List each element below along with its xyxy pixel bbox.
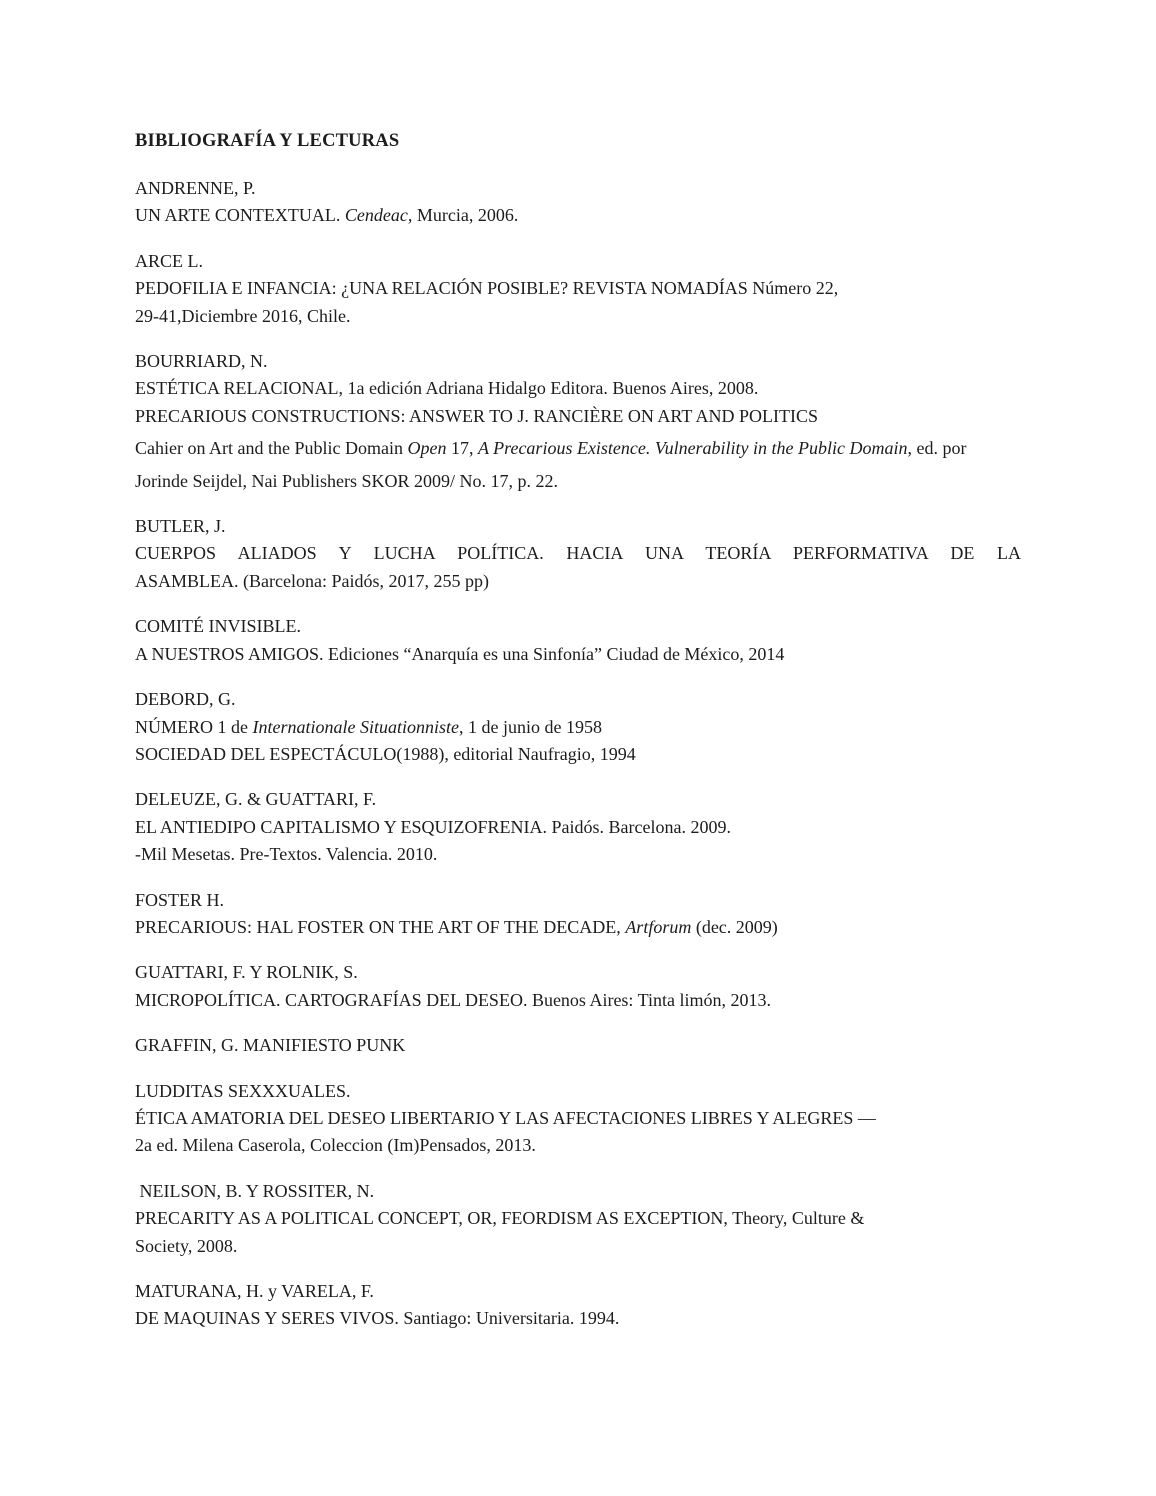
citation-line — [135, 1178, 1021, 1205]
citation-line — [135, 1078, 1021, 1105]
citation-line — [135, 303, 1021, 330]
citation-text: DE MAQUINAS Y SERES VIVOS. Santiago: Universitaria. 1994. — [135, 1308, 620, 1329]
bibliography-entry — [135, 348, 1021, 495]
bibliography-entry — [135, 959, 1021, 1014]
citation-line — [135, 202, 1021, 229]
citation-text: SOCIEDAD DEL ESPECTÁCULO(1988), editorial Naufragio, 1994 — [135, 743, 636, 764]
citation-line — [135, 275, 1021, 302]
bibliography-entry — [135, 686, 1021, 768]
citation-line — [135, 841, 1021, 868]
citation-line — [135, 568, 1021, 595]
citation-text: GRAFFIN, G. MANIFIESTO PUNK — [135, 1035, 406, 1056]
citation-text: DEBORD, G. — [135, 689, 236, 710]
citation-text: ÉTICA AMATORIA DEL DESEO LIBERTARIO Y LAS AFECTACIONES LIBRES Y ALEGRES — — [135, 1107, 876, 1128]
citation-text-italic: A Precarious Existence. Vulnerability in the Public Domain — [477, 438, 908, 459]
citation-text-italic: Cendeac, — [344, 205, 413, 226]
citation-text: EL ANTIEDIPO CAPITALISMO Y ESQUIZOFRENIA. Paidós. Barcelona. 2009. — [135, 816, 732, 837]
citation-text: Cahier on Art and the Public Domain — [135, 438, 408, 459]
citation-text: UN ARTE CONTEXTUAL. — [135, 205, 345, 226]
citation-text: PRECARIOUS CONSTRUCTIONS: ANSWER TO J. RANCIÈRE ON ART AND POLITICS — [135, 405, 819, 426]
citation-line — [135, 613, 1021, 640]
citation-text: BUTLER, J. — [135, 516, 226, 537]
citation-text: 29-41,Diciembre 2016, Chile. — [135, 305, 351, 326]
bibliography-entry — [135, 513, 1021, 595]
citation-line — [135, 786, 1021, 813]
citation-text: ESTÉTICA RELACIONAL, 1a edición Adriana Hidalgo Editora. Buenos Aires, 2008. — [135, 378, 759, 399]
citation-text: NEILSON, B. Y ROSSITER, N. — [135, 1180, 375, 1201]
citation-line — [135, 1205, 1021, 1232]
citation-text: ARCE L. — [135, 250, 204, 271]
citation-text: COMITÉ INVISIBLE. — [135, 616, 301, 637]
citation-text: NÚMERO 1 de — [135, 716, 253, 737]
citation-text: PRECARITY AS A POLITICAL CONCEPT, OR, FEORDISM AS EXCEPTION, Theory, Culture & — [135, 1208, 865, 1229]
citation-line — [135, 1278, 1021, 1305]
citation-text: CUERPOS ALIADOS Y LUCHA POLÍTICA. HACIA UNA TEORÍA PERFORMATIVA DE LA — [135, 543, 1021, 564]
citation-text-italic: Internationale Situationniste — [252, 716, 459, 737]
bibliography-entry — [135, 1278, 1021, 1333]
page-content — [135, 127, 1021, 1333]
page-title: BIBLIOGRAFÍA Y LECTURAS — [135, 131, 400, 151]
citation-text: Society, 2008. — [135, 1235, 238, 1256]
citation-line — [135, 641, 1021, 668]
citation-line — [135, 1233, 1021, 1260]
citation-line — [135, 959, 1021, 986]
citation-text: -Mil Mesetas. Pre-Textos. Valencia. 2010. — [135, 844, 438, 865]
citation-line — [135, 513, 1021, 540]
citation-line — [135, 540, 1021, 567]
citation-text: MATURANA, H. y VARELA, F. — [135, 1281, 374, 1301]
citation-text-italic: Open — [407, 438, 447, 459]
bibliography-entry — [135, 613, 1021, 668]
bibliography-entry — [135, 1032, 1021, 1059]
citation-line — [135, 814, 1021, 841]
citation-text: PRECARIOUS: HAL FOSTER ON THE ART OF THE DECADE, — [135, 916, 626, 937]
citation-line — [135, 175, 1021, 202]
citation-line — [135, 375, 1021, 402]
citation-line — [135, 435, 1021, 462]
citation-line — [135, 468, 1021, 495]
citation-line — [135, 914, 1021, 941]
citation-text: GUATTARI, F. Y ROLNIK, S. — [135, 962, 358, 983]
citation-line — [135, 1305, 1021, 1332]
citation-line — [135, 1105, 1021, 1132]
bibliography-entry — [135, 887, 1021, 942]
citation-text-italic: Artforum — [625, 916, 692, 937]
citation-text: ASAMBLEA. (Barcelona: Paidós, 2017, 255 pp) — [135, 570, 489, 591]
bibliography-entry — [135, 1078, 1021, 1160]
citation-text: , ed. por — [907, 438, 967, 459]
citation-line — [135, 1132, 1021, 1159]
bibliography-entry — [135, 786, 1021, 868]
citation-line — [135, 248, 1021, 275]
citation-text: Murcia, 2006. — [412, 205, 519, 226]
citation-text: PEDOFILIA E INFANCIA: ¿UNA RELACIÓN POSIBLE? REVISTA NOMADÍAS Número 22, — [135, 278, 839, 299]
citation-line — [135, 348, 1021, 375]
citation-text: 17, — [446, 438, 478, 459]
citation-text: A NUESTROS AMIGOS. Ediciones “Anarquía es una Sinfonía” Ciudad de México, 2014 — [135, 643, 785, 664]
citation-text: ANDRENNE, P. — [135, 178, 256, 198]
citation-text: (dec. 2009) — [691, 916, 778, 937]
citation-line — [135, 714, 1021, 741]
citation-text: Jorinde Seijdel, Nai Publishers SKOR 2009/ No. 17, p. 22. — [135, 470, 558, 491]
citation-line — [135, 987, 1021, 1014]
bibliography-entry — [135, 1178, 1021, 1260]
citation-text: DELEUZE, G. & GUATTARI, F. — [135, 789, 377, 810]
citation-line — [135, 403, 1021, 430]
citation-line — [135, 741, 1021, 768]
bibliography-entry — [135, 175, 1021, 230]
bibliography-list — [135, 175, 1021, 1333]
citation-line — [135, 1032, 1021, 1059]
citation-text: , 1 de junio de 1958 — [458, 716, 602, 737]
citation-text: LUDDITAS SEXXXUALES. — [135, 1080, 351, 1101]
citation-line — [135, 686, 1021, 713]
citation-line — [135, 887, 1021, 914]
citation-text: BOURRIARD, N. — [135, 351, 268, 372]
citation-text: 2a ed. Milena Caserola, Coleccion (Im)Pensados, 2013. — [135, 1135, 536, 1156]
citation-text: MICROPOLÍTICA. CARTOGRAFÍAS DEL DESEO. Buenos Aires: Tinta limón, 2013. — [135, 989, 771, 1010]
citation-text: FOSTER H. — [135, 889, 225, 910]
bibliography-entry — [135, 248, 1021, 330]
